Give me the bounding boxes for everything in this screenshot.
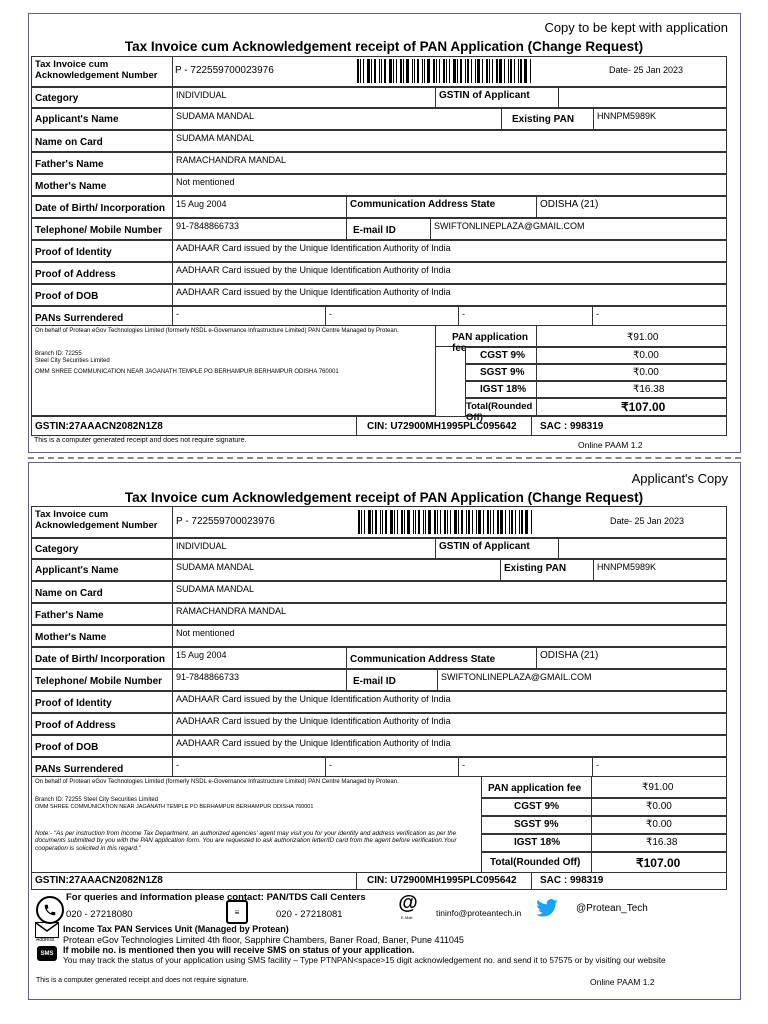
poi-value: AADHAAR Card issued by the Unique Identification Authority of India	[172, 691, 727, 713]
email-value: SWIFTONLINEPLAZA@GMAIL.COM	[437, 669, 727, 691]
comm-state-value: ODISHA (21)	[536, 647, 727, 669]
fee-value: ₹91.00	[536, 325, 727, 347]
dob-value: 15 Aug 2004	[172, 196, 347, 218]
ack-value	[172, 506, 727, 538]
telephone-value: 91-7848866733	[172, 669, 347, 691]
contact-email: tininfo@proteantech.in	[436, 908, 522, 918]
pans-surrendered-2: -	[325, 757, 459, 777]
total-label: Total(Rounded Off)	[465, 398, 537, 416]
poa-label: Proof of Address	[31, 713, 173, 735]
sac-footer: SAC : 998319	[531, 872, 727, 890]
gstin-footer: GSTIN:27AAACN2082N1Z8	[31, 416, 357, 436]
pod-value: AADHAAR Card issued by the Unique Identification Authority of India	[172, 735, 727, 757]
existing-pan-value: HNNPM5989K	[593, 559, 727, 581]
ack-date: Date- 25 Jan 2023	[609, 65, 684, 75]
ack-number: P - 722559700023976	[175, 65, 274, 76]
sgst-label: SGST 9%	[481, 816, 592, 834]
verification-note: Note:- "As per instruction from Income Tax Department, an authorized agencies' agent may visit you for your identity and address verification as per the documents submitted by you with the PAN application form. You are requested to ask authorization letter/ID card from the agent before verification.Your cooperation is solicited in this regard."	[35, 829, 457, 852]
gstin-applicant-value	[558, 538, 727, 559]
top-copy-label: Copy to be kept with application	[544, 20, 728, 35]
category-label: Category	[31, 538, 173, 559]
ack-label: Tax Invoice cum Acknowledgement Number	[31, 56, 173, 87]
branch-block	[31, 325, 436, 416]
branch-name: Steel City Securities Limited	[35, 358, 110, 364]
behalf-note: On behalf of Protean eGov Technologies Limited (formerly NSDL e-Governance Infrastructure Limited) PAN Centre Managed by Protean.	[35, 779, 399, 785]
father-name-label: Father's Name	[31, 152, 173, 174]
unit-title: Income Tax PAN Services Unit (Managed by Protean)	[63, 924, 289, 934]
pod-label: Proof of DOB	[31, 284, 173, 306]
father-name-value: RAMACHANDRA MANDAL	[172, 152, 727, 174]
father-name-label: Father's Name	[31, 603, 173, 625]
igst-label: IGST 18%	[465, 381, 537, 398]
dob-label: Date of Birth/ Incorporation	[31, 647, 173, 669]
branch-address: OMM SHREE COMMUNICATION NEAR JAGANATH TEMPLE PO BERHAMPUR BERHAMPUR ODISHA 760001	[35, 804, 314, 810]
email-label: E-mail ID	[346, 218, 431, 240]
ack-label: Tax Invoice cum Acknowledgement Number	[31, 506, 173, 538]
telephone-label: Telephone/ Mobile Number	[31, 669, 173, 691]
poi-label: Proof of Identity	[31, 691, 173, 713]
pod-value: AADHAAR Card issued by the Unique Identification Authority of India	[172, 284, 727, 306]
poi-value: AADHAAR Card issued by the Unique Identification Authority of India	[172, 240, 727, 262]
branch-id: Branch ID: 72255	[35, 350, 82, 357]
category-label: Category	[31, 87, 173, 108]
poi-label: Proof of Identity	[31, 240, 173, 262]
ack-number: P - 722559700023976	[176, 516, 275, 527]
sac-footer: SAC : 998319	[531, 416, 727, 436]
bottom-copy-label: Applicant's Copy	[631, 471, 728, 486]
phone-number-1: 020 - 27218080	[66, 909, 133, 920]
bottom-title: Tax Invoice cum Acknowledgement receipt of PAN Application (Change Request)	[124, 490, 644, 505]
top-title: Tax Invoice cum Acknowledgement receipt of PAN Application (Change Request)	[124, 39, 644, 54]
gstin-applicant-label: GSTIN of Applicant	[435, 538, 559, 559]
email-value: SWIFTONLINEPLAZA@GMAIL.COM	[430, 218, 727, 240]
gstin-footer: GSTIN:27AAACN2082N1Z8	[31, 872, 357, 890]
gstin-applicant-label: GSTIN of Applicant	[435, 87, 559, 108]
name-on-card-value: SUDAMA MANDAL	[172, 130, 727, 152]
cgst-value: ₹0.00	[591, 798, 727, 816]
poa-label: Proof of Address	[31, 262, 173, 284]
fee-label: PAN application fee	[481, 776, 592, 798]
pans-surrendered-1: -	[172, 306, 326, 326]
telephone-value: 91-7848866733	[172, 218, 347, 240]
pans-surrendered-3: -	[458, 757, 593, 777]
applicant-name-value: SUDAMA MANDAL	[172, 559, 501, 581]
queries-heading: For queries and information please contact: PAN/TDS Call Centers	[66, 892, 366, 903]
email-icon-caption: E-Mail	[401, 915, 413, 920]
twitter-icon	[535, 898, 559, 918]
applicant-name-value: SUDAMA MANDAL	[172, 108, 502, 130]
pans-surrendered-4: -	[592, 306, 727, 326]
comm-state-label: Communication Address State	[346, 647, 537, 669]
cgst-label: CGST 9%	[465, 347, 537, 364]
fee-label: PAN application fee	[435, 325, 537, 347]
total-value: ₹107.00	[591, 852, 727, 873]
applicant-name-label: Applicant's Name	[31, 108, 173, 130]
ack-value	[172, 56, 727, 87]
ack-date: Date- 25 Jan 2023	[610, 516, 685, 526]
gstin-applicant-value	[558, 87, 727, 108]
pans-surrendered-2: -	[325, 306, 459, 326]
cut-divider	[28, 457, 741, 459]
mother-name-value: Not mentioned	[172, 174, 727, 196]
poa-value: AADHAAR Card issued by the Unique Identification Authority of India	[172, 713, 727, 735]
branch-address: OMM SHREE COMMUNICATION NEAR JAGANATH TEMPLE PO BERHAMPUR BERHAMPUR ODISHA 760001	[35, 368, 339, 375]
cin-footer: CIN: U72900MH1995PLC095642	[356, 872, 532, 890]
pod-label: Proof of DOB	[31, 735, 173, 757]
father-name-value: RAMACHANDRA MANDAL	[172, 603, 727, 625]
top-paam: Online PAAM 1.2	[578, 440, 643, 450]
sgst-label: SGST 9%	[465, 364, 537, 381]
sgst-value: ₹0.00	[536, 364, 727, 381]
total-label: Total(Rounded Off)	[481, 852, 592, 873]
sgst-value: ₹0.00	[591, 816, 727, 834]
pans-surrendered-1: -	[172, 757, 326, 777]
existing-pan-label: Existing PAN	[500, 559, 594, 581]
fax-icon: ≡	[226, 900, 248, 924]
phone-number-2: 020 - 27218081	[276, 909, 343, 920]
twitter-handle: @Protean_Tech	[576, 903, 648, 914]
existing-pan-label: Existing PAN	[501, 108, 594, 130]
applicant-name-label: Applicant's Name	[31, 559, 173, 581]
pans-surrendered-4: -	[592, 757, 727, 777]
email-label: E-mail ID	[346, 669, 438, 691]
existing-pan-value: HNNPM5989K	[593, 108, 727, 130]
bottom-computer-note: This is a computer generated receipt and does not require signature.	[36, 977, 249, 984]
igst-value: ₹16.38	[591, 834, 727, 852]
poa-value: AADHAAR Card issued by the Unique Identification Authority of India	[172, 262, 727, 284]
category-value: INDIVIDUAL	[172, 87, 436, 108]
fee-value: ₹91.00	[591, 776, 727, 798]
address-icon	[35, 922, 59, 938]
unit-address: Protean eGov Technologies Limited 4th floor, Sapphire Chambers, Baner Road, Baner, Pune 411045	[63, 935, 464, 945]
email-icon: @	[398, 891, 418, 914]
address-icon-caption: Address	[36, 937, 55, 943]
dob-label: Date of Birth/ Incorporation	[31, 196, 173, 218]
top-computer-note: This is a computer generated receipt and does not require signature.	[34, 437, 247, 444]
igst-value: ₹16.38	[536, 381, 727, 398]
comm-state-label: Communication Address State	[346, 196, 537, 218]
pans-surrendered-label: PANs Surrendered	[31, 757, 173, 777]
cgst-label: CGST 9%	[481, 798, 592, 816]
dob-value: 15 Aug 2004	[172, 647, 347, 669]
sms-title: If mobile no. is mentioned then you will receive SMS on status of your application.	[63, 945, 415, 955]
barcode-icon	[357, 59, 532, 83]
sms-text: You may track the status of your application using SMS facility – Type PTNPAN<space>15 digit acknowledgement no. and send it to 57575 or by visiting our website	[63, 955, 666, 965]
cgst-value: ₹0.00	[536, 347, 727, 364]
cin-footer: CIN: U72900MH1995PLC095642	[356, 416, 532, 436]
mother-name-label: Mother's Name	[31, 625, 173, 647]
pans-surrendered-label: PANs Surrendered	[31, 306, 173, 326]
branch-line: Branch ID: 72255 Steel City Securities Limited	[35, 796, 159, 803]
sms-icon: SMS	[37, 946, 57, 961]
branch-block	[31, 776, 482, 873]
telephone-label: Telephone/ Mobile Number	[31, 218, 173, 240]
name-on-card-value: SUDAMA MANDAL	[172, 581, 727, 603]
category-value: INDIVIDUAL	[172, 538, 436, 559]
total-value: ₹107.00	[536, 398, 727, 416]
phone-icon	[36, 896, 64, 924]
igst-label: IGST 18%	[481, 834, 592, 852]
behalf-note: On behalf of Protean eGov Technologies Limited (formerly NSDL e-Governance Infrastructure Limited) PAN Centre Managed by Protean.	[35, 328, 399, 334]
mother-name-value: Not mentioned	[172, 625, 727, 647]
bottom-paam: Online PAAM 1.2	[590, 977, 655, 987]
comm-state-value: ODISHA (21)	[536, 196, 727, 218]
mother-name-label: Mother's Name	[31, 174, 173, 196]
barcode-icon	[358, 510, 533, 534]
name-on-card-label: Name on Card	[31, 581, 173, 603]
name-on-card-label: Name on Card	[31, 130, 173, 152]
pans-surrendered-3: -	[458, 306, 593, 326]
